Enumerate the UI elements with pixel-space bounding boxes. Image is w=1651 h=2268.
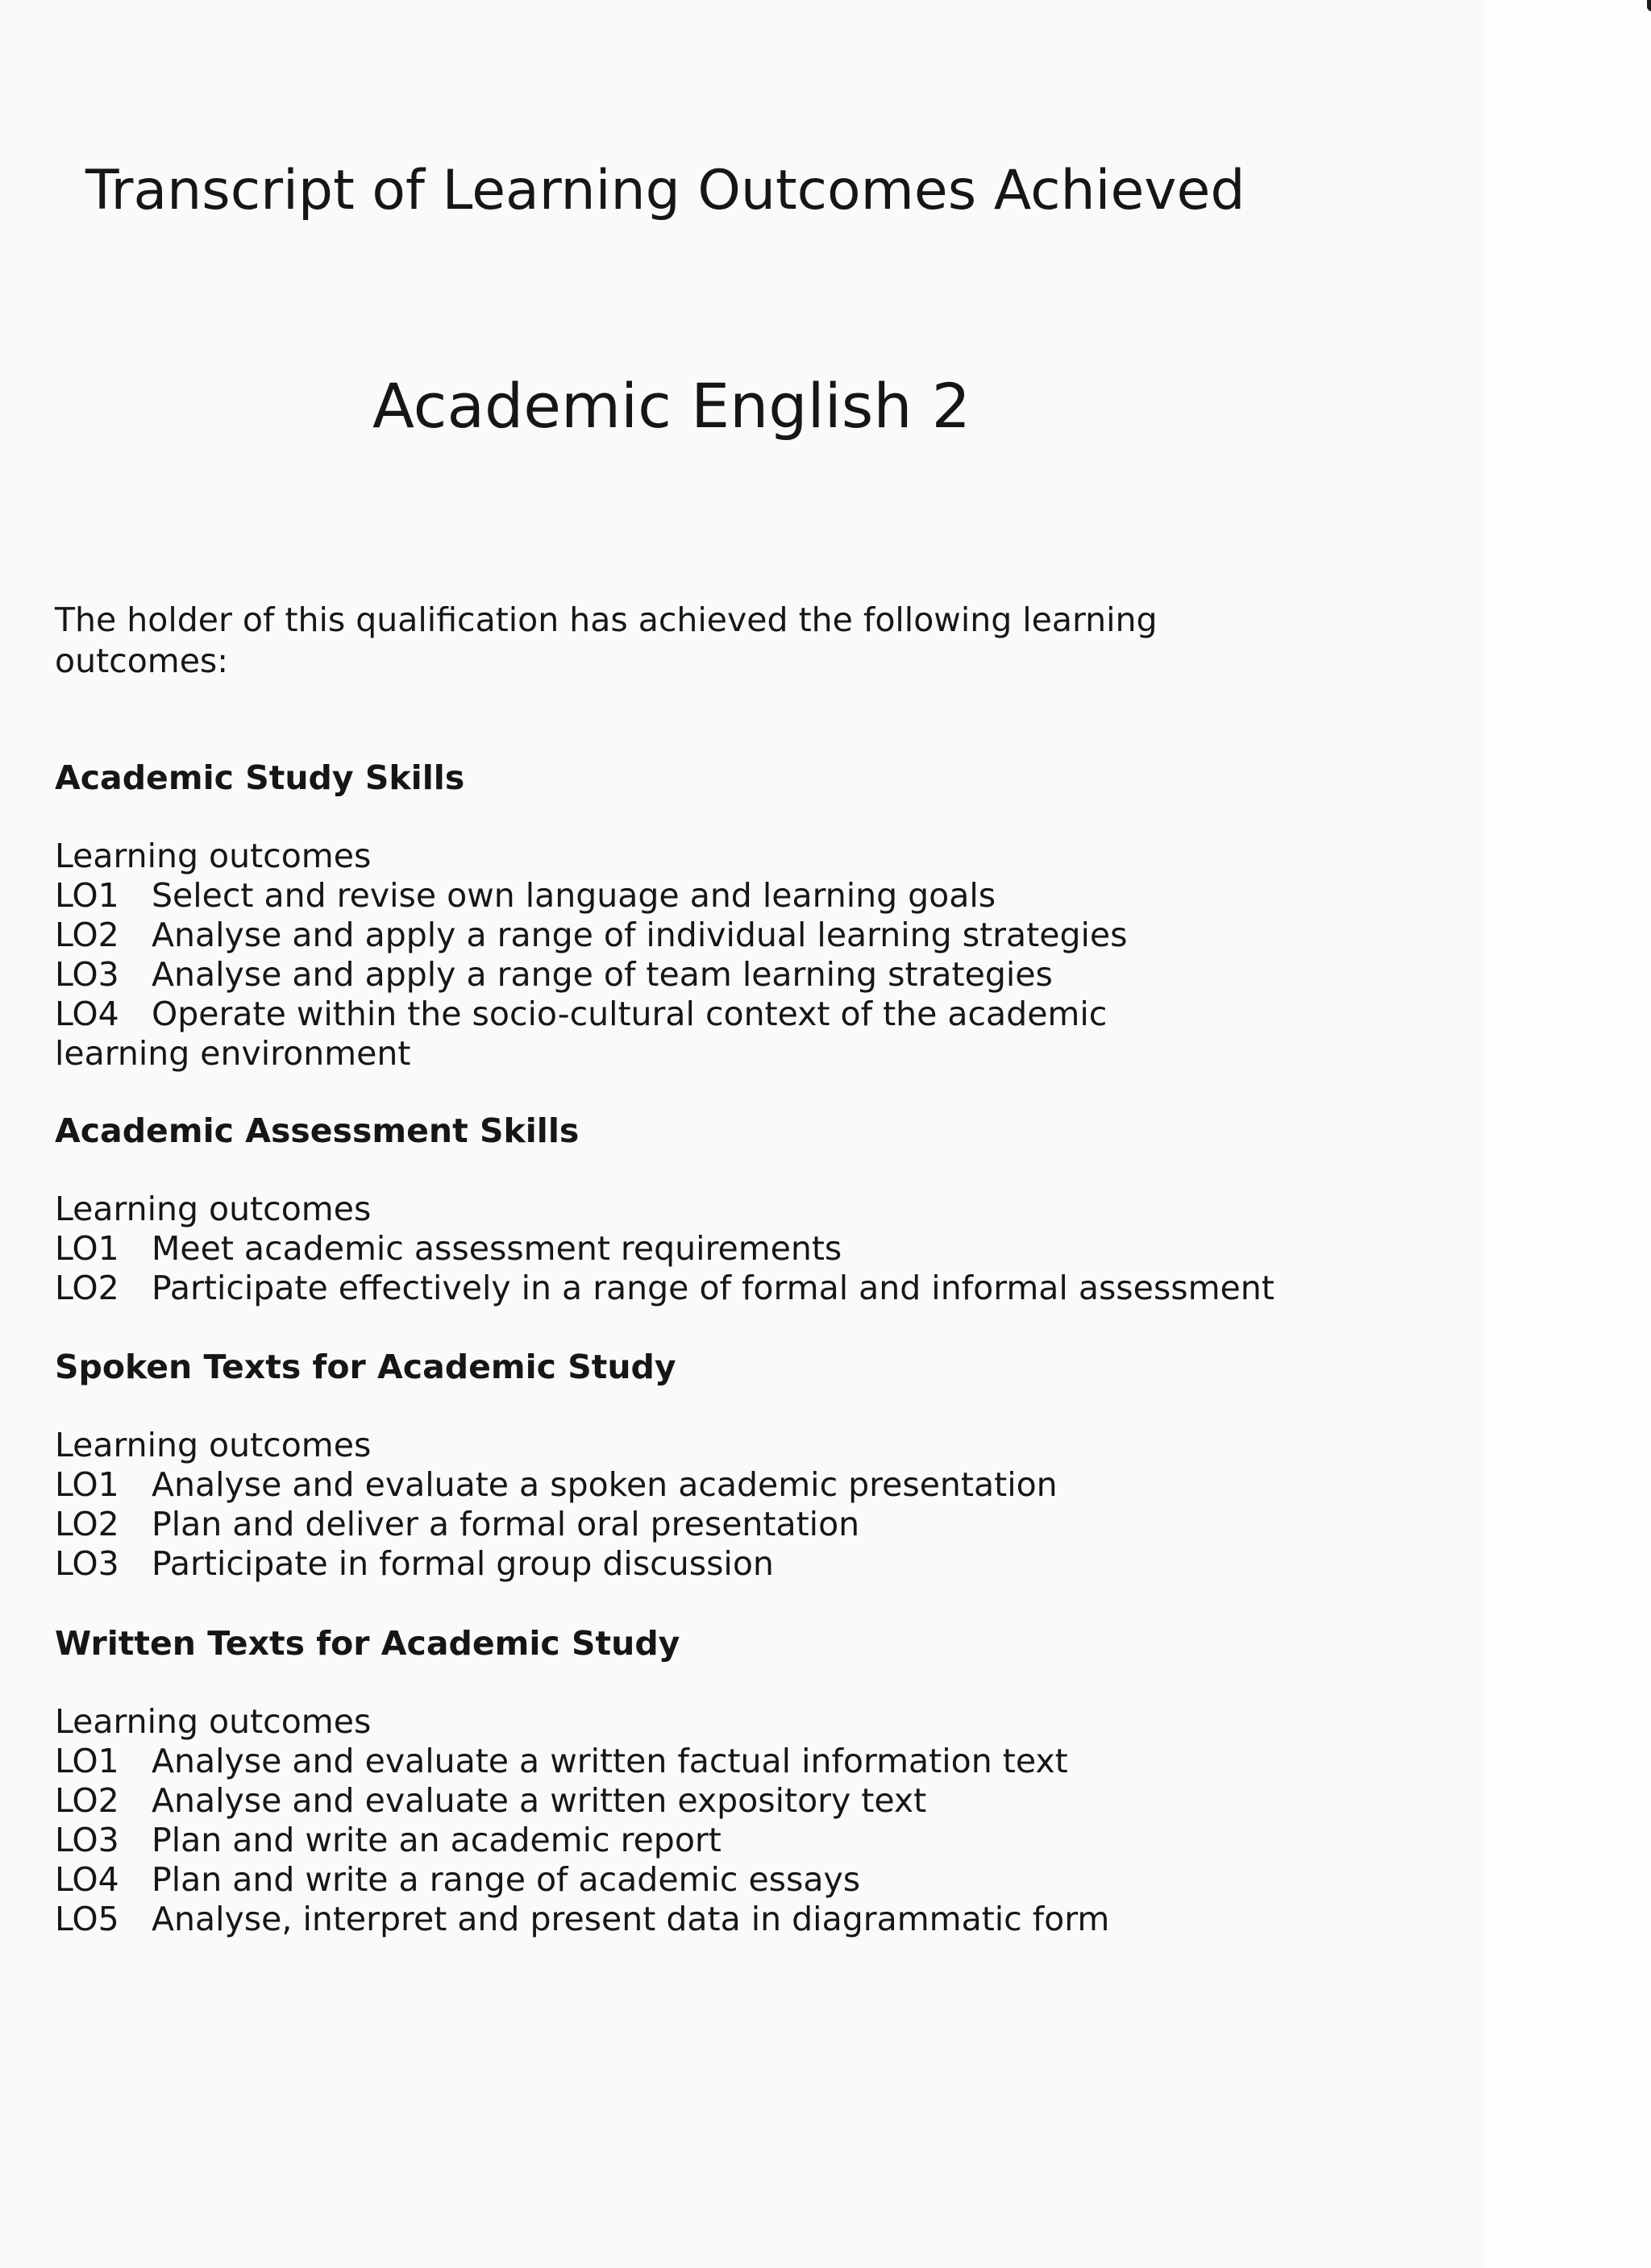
outcome-code: LO4 (55, 995, 119, 1033)
scan-margin (1482, 0, 1651, 2268)
outcome-code: LO4 (55, 1860, 119, 1899)
learning-outcome-item (55, 876, 1361, 916)
outcome-code: LO1 (55, 1465, 119, 1504)
intro-paragraph: The holder of this qualification has achieved the following learning outcomes: (55, 600, 1158, 680)
outcome-code: LO3 (55, 1821, 119, 1859)
section-heading: Written Texts for Academic Study (55, 1624, 680, 1663)
outcome-text: Operate within the socio-cultural context of the academic learning environment (55, 995, 1108, 1073)
outcome-text: Meet academic assessment requirements (152, 1229, 842, 1268)
outcome-text: Participate effectively in a range of formal and informal assessment (152, 1269, 1275, 1307)
outcome-code: LO1 (55, 1742, 119, 1780)
outcome-code: LO1 (55, 1229, 119, 1268)
outcome-text: Analyse and evaluate a spoken academic presentation (152, 1465, 1058, 1504)
outcome-text: Participate in formal group discussion (152, 1544, 774, 1583)
outcome-code: LO5 (55, 1900, 119, 1938)
learning-outcome-item (55, 955, 1361, 995)
document-title: Transcript of Learning Outcomes Achieved (85, 159, 1246, 222)
learning-outcomes-list (55, 876, 1361, 1074)
learning-outcomes-caption: Learning outcomes (55, 1190, 372, 1228)
learning-outcome-item (55, 995, 1248, 1074)
learning-outcome-item (55, 1229, 1361, 1269)
learning-outcome-item (55, 1544, 1361, 1584)
learning-outcome-item (55, 1821, 1361, 1860)
outcome-text: Analyse and evaluate a written expository text (152, 1781, 927, 1820)
outcome-code: LO2 (55, 1505, 119, 1543)
outcome-code: LO2 (55, 1269, 119, 1307)
section-academic-assessment-skills (55, 1111, 1361, 1308)
outcome-text: Analyse and apply a range of team learning strategies (152, 955, 1053, 994)
learning-outcomes-caption: Learning outcomes (55, 837, 372, 875)
learning-outcomes-caption: Learning outcomes (55, 1702, 372, 1741)
outcome-text: Analyse and evaluate a written factual information text (152, 1742, 1068, 1780)
outcome-text: Plan and write an academic report (152, 1821, 722, 1859)
outcome-text: Plan and deliver a formal oral presentation (152, 1505, 860, 1543)
outcome-text: Analyse, interpret and present data in diagrammatic form (152, 1900, 1110, 1938)
learning-outcome-item (55, 1465, 1361, 1505)
outcome-text: Select and revise own language and learning goals (152, 876, 996, 915)
learning-outcomes-list (55, 1742, 1361, 1939)
learning-outcome-item (55, 1781, 1361, 1821)
section-academic-study-skills (55, 758, 1361, 1074)
outcome-code: LO2 (55, 916, 119, 954)
learning-outcomes-caption: Learning outcomes (55, 1426, 372, 1464)
section-heading: Academic Study Skills (55, 758, 465, 797)
outcome-code: LO3 (55, 955, 119, 994)
section-spoken-texts (55, 1347, 1361, 1584)
learning-outcome-item (55, 916, 1361, 955)
learning-outcomes-list (55, 1229, 1361, 1308)
section-written-texts (55, 1623, 1361, 1939)
learning-outcome-item (55, 1742, 1361, 1781)
outcome-code: LO1 (55, 876, 119, 915)
section-heading: Academic Assessment Skills (55, 1111, 580, 1150)
outcome-code: LO3 (55, 1544, 119, 1583)
learning-outcome-item (55, 1860, 1361, 1900)
outcome-text: Analyse and apply a range of individual learning strategies (152, 916, 1128, 954)
outcome-code: LO2 (55, 1781, 119, 1820)
learning-outcome-item (55, 1269, 1361, 1308)
learning-outcomes-list (55, 1465, 1361, 1584)
scan-edge-mark (1647, 0, 1651, 11)
learning-outcome-item (55, 1505, 1361, 1544)
outcome-text: Plan and write a range of academic essays (152, 1860, 861, 1899)
learning-outcome-item (55, 1900, 1361, 1939)
section-heading: Spoken Texts for Academic Study (55, 1348, 676, 1386)
qualification-title: Academic English 2 (372, 370, 971, 442)
